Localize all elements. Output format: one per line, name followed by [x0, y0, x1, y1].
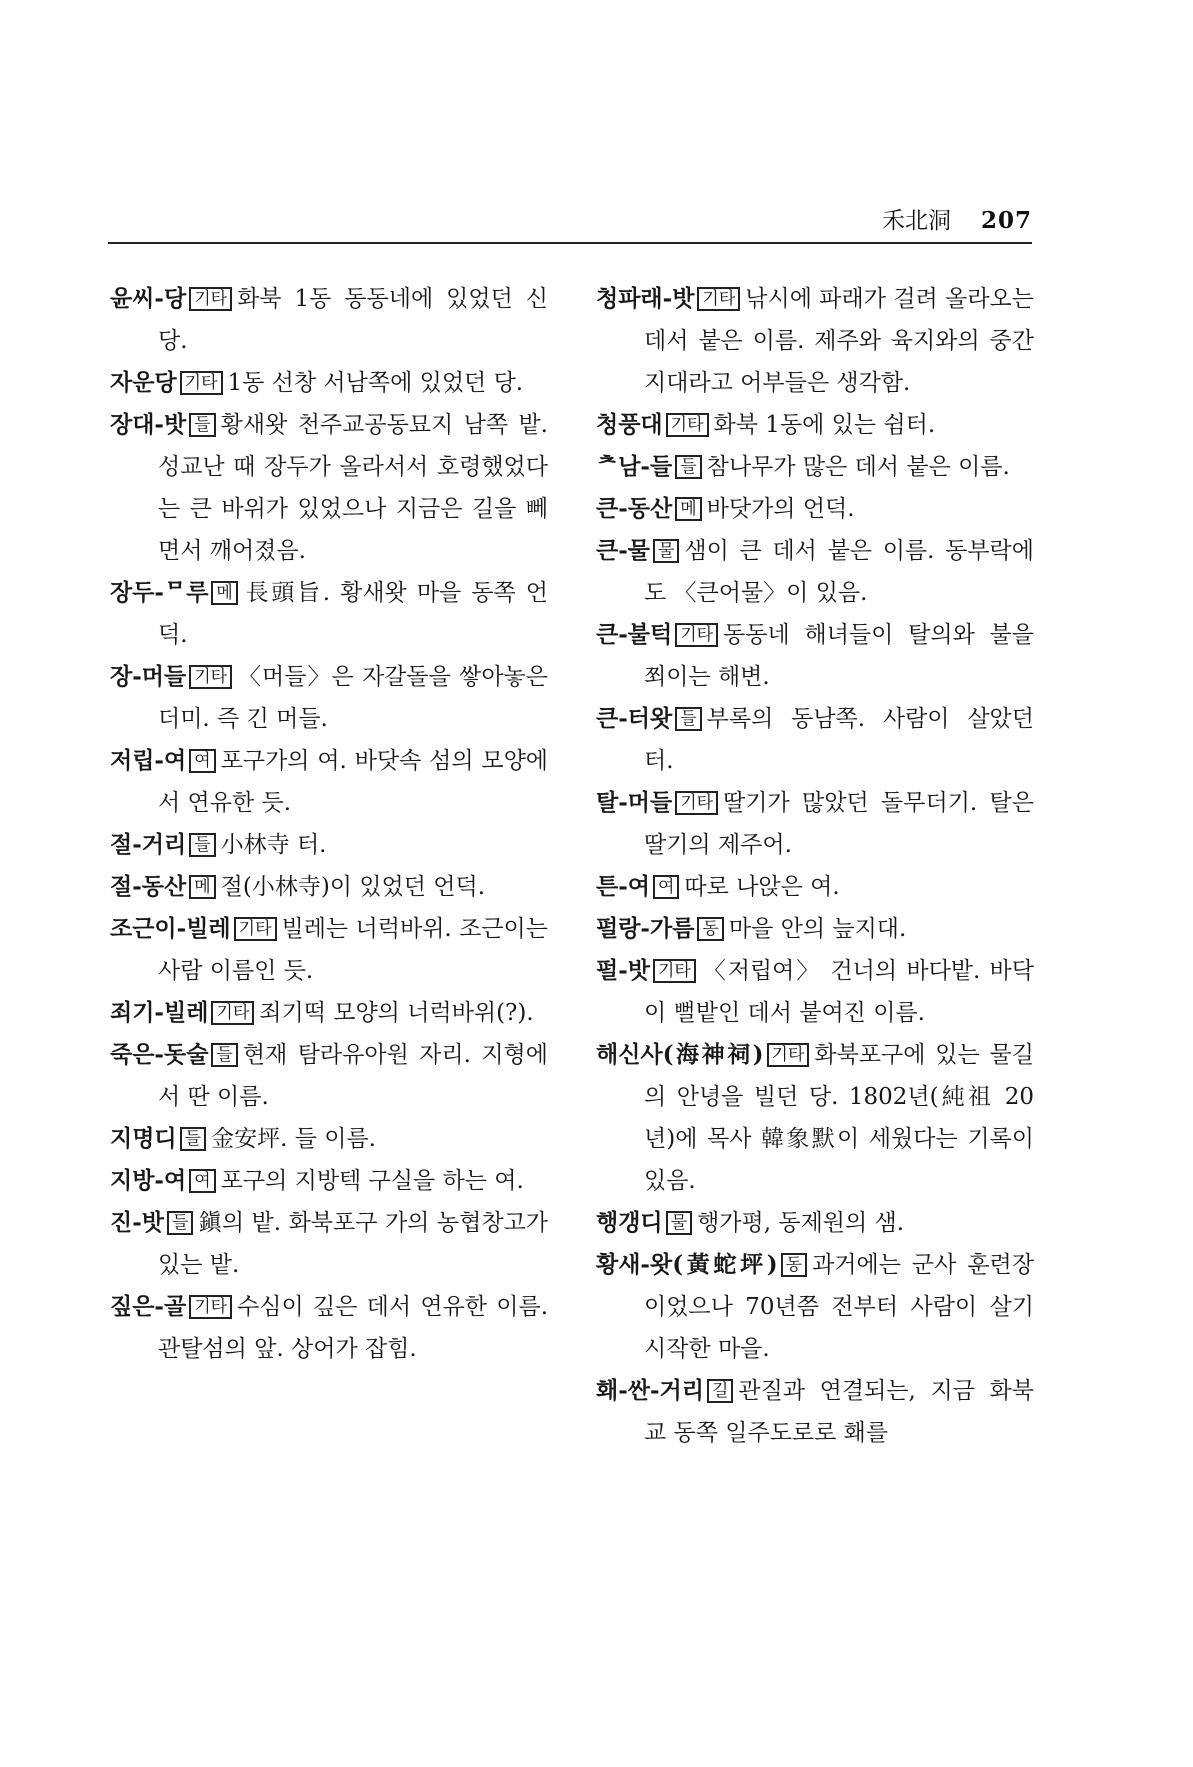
entry-definition: 화북 1동에 있는 쉼터.: [713, 412, 936, 438]
entry-category-badge: 들: [180, 1127, 206, 1151]
entry-headword: 큰-동산: [596, 495, 673, 522]
entry-definition: 바닷가의 언덕.: [706, 496, 855, 522]
entry-category-badge: 기타: [234, 917, 277, 941]
entry-headword: 튼-여: [596, 873, 650, 900]
entry-definition: 鎭의 밭. 화북포구 가의 농협창고가 있는 밭.: [158, 1210, 548, 1278]
entry-headword: 큰-불턱: [596, 621, 673, 648]
dictionary-entry: [596, 404, 1034, 446]
entry-headword: 청파래-밧: [596, 285, 695, 312]
entry-definition: 관질과 연결되는, 지금 화북교 동쪽 일주도로로 홰를: [644, 1378, 1034, 1446]
entry-headword: 큰-물: [596, 537, 650, 564]
entry-definition: 낚시에 파래가 걸려 올라오는 데서 붙은 이름. 제주와 육지와의 중간 지대라고 어부들은 생각함.: [644, 286, 1034, 396]
entry-headword: 펄랑-가름: [596, 915, 695, 942]
entry-category-badge: 기타: [189, 1295, 232, 1319]
dictionary-entry: [110, 1034, 548, 1118]
entry-definition: 황새왓 천주교공동묘지 남쪽 밭. 성교난 때 장두가 올라서서 호령했었다는 큰 바위가 있었으나 지금은 길을 뻬면서 깨어졌음.: [158, 412, 548, 564]
entry-headword: 해신사(海神祠): [596, 1041, 764, 1068]
entry-definition: 따로 나앉은 여.: [684, 874, 840, 900]
entry-category-badge: 들: [675, 455, 701, 479]
entry-category-badge: 여: [189, 1169, 215, 1193]
dictionary-entry: [596, 698, 1034, 782]
entry-headword: 탈-머들: [596, 789, 673, 816]
entry-headword: 지명디: [110, 1125, 177, 1152]
dictionary-entry: [596, 908, 1034, 950]
running-head: [108, 205, 1032, 237]
dictionary-entry: [110, 866, 548, 908]
dictionary-entry: [596, 1202, 1034, 1244]
dictionary-entry: [110, 740, 548, 824]
entry-category-badge: 기타: [189, 287, 232, 311]
entry-headword: 절-거리: [110, 831, 187, 858]
entry-definition: 동동네 해녀들이 탈의와 불을 쬐이는 해변.: [644, 622, 1034, 690]
entry-definition: 포구의 지방텍 구실을 하는 여.: [220, 1168, 524, 1194]
entry-category-badge: 기타: [675, 623, 718, 647]
chapter-title: 禾北洞: [881, 208, 951, 234]
entry-headword: 큰-터왓: [596, 705, 673, 732]
dictionary-entry: [110, 992, 548, 1034]
left-column: [110, 278, 548, 1370]
entry-category-badge: 기타: [189, 665, 232, 689]
entry-headword: 행갱디: [596, 1209, 663, 1236]
entry-category-badge: 기타: [767, 1043, 810, 1067]
entry-headword: 청풍대: [596, 411, 663, 438]
entry-definition: 절(小林寺)이 있었던 언덕.: [220, 874, 486, 900]
entry-definition: 1동 선창 서남쪽에 있었던 당.: [227, 370, 524, 396]
entry-category-badge: 기타: [666, 413, 709, 437]
dictionary-entry: [110, 278, 548, 362]
entry-definition: 마을 안의 늪지대.: [728, 916, 907, 942]
dictionary-entry: [596, 782, 1034, 866]
entry-headword: 펄-밧: [596, 957, 650, 984]
entry-category-badge: 기타: [211, 1001, 254, 1025]
dictionary-entry: [110, 656, 548, 740]
entry-definition: 화북포구에 있는 물길의 안녕을 빌던 당. 1802년(純祖 20년)에 목사 韓象默이 세웠다는 기록이 있음.: [644, 1042, 1035, 1194]
dictionary-entry: [110, 1286, 548, 1370]
entry-category-badge: 메: [211, 581, 237, 605]
entry-headword: 죄기-빌레: [110, 999, 209, 1026]
entry-definition: 죄기떡 모양의 너럭바위(?).: [259, 1000, 534, 1026]
entry-definition: 참나무가 많은 데서 붙은 이름.: [706, 454, 1010, 480]
entry-definition: 〈저립여〉 건너의 바다밭. 바닥이 뻘밭인 데서 붙여진 이름.: [644, 958, 1034, 1026]
entry-category-badge: 들: [189, 413, 215, 437]
entry-headword: 장두-ᄆ루: [110, 579, 209, 606]
entry-headword: 윤씨-당: [110, 285, 187, 312]
dictionary-entry: [596, 530, 1034, 614]
entry-category-badge: 여: [189, 749, 215, 773]
dictionary-entry: [110, 362, 548, 404]
entry-definition: 金安坪. 들 이름.: [211, 1126, 376, 1152]
entry-category-badge: 길: [707, 1379, 733, 1403]
entry-category-badge: 동: [781, 1253, 807, 1277]
entry-definition: 〈머들〉은 자갈돌을 쌓아놓은 더미. 즉 긴 머들.: [158, 664, 548, 732]
entry-category-badge: 들: [211, 1043, 237, 1067]
entry-definition: 현재 탐라유아원 자리. 지형에서 딴 이름.: [158, 1042, 548, 1110]
right-column: [596, 278, 1034, 1454]
entry-definition: 샘이 큰 데서 붙은 이름. 동부락에도 〈큰어물〉이 있음.: [644, 538, 1034, 606]
entry-category-badge: 메: [675, 497, 701, 521]
header-rule: [108, 242, 1032, 244]
entry-category-badge: 들: [189, 833, 215, 857]
dictionary-entry: [110, 908, 548, 992]
entry-category-badge: 동: [697, 917, 723, 941]
entry-definition: 포구가의 여. 바닷속 섬의 모양에서 연유한 듯.: [158, 748, 548, 816]
dictionary-entry: [110, 1202, 548, 1286]
entry-category-badge: 기타: [697, 287, 740, 311]
entry-definition: 수심이 깊은 데서 연유한 이름. 관탈섬의 앞. 상어가 잡힘.: [158, 1294, 548, 1362]
entry-category-badge: 기타: [653, 959, 696, 983]
entry-definition: 빌레는 너럭바위. 조근이는 사람 이름인 듯.: [158, 916, 548, 984]
dictionary-entry: [596, 1244, 1034, 1370]
entry-headword: 자운당: [110, 369, 177, 396]
entry-category-badge: 기타: [180, 371, 223, 395]
entry-headword: 황새-왓(黃蛇坪): [596, 1251, 778, 1278]
dictionary-entry: [110, 1118, 548, 1160]
entry-definition: 행가평, 동제원의 샘.: [697, 1210, 905, 1236]
dictionary-entry: [110, 824, 548, 866]
dictionary-entry: [596, 866, 1034, 908]
entry-headword: 절-동산: [110, 873, 187, 900]
entry-category-badge: 여: [653, 875, 679, 899]
dictionary-entry: [596, 488, 1034, 530]
entry-headword: 홰-싼-거리: [596, 1377, 704, 1404]
page-number: 207: [980, 207, 1032, 234]
entry-definition: 딸기가 많았던 돌무더기. 탈은 딸기의 제주어.: [644, 790, 1034, 858]
entry-definition: 小林寺 터.: [220, 832, 327, 858]
dictionary-entry: [596, 278, 1034, 404]
entry-definition: 長頭旨. 황새왓 마을 동쪽 언덕.: [158, 580, 548, 648]
entry-headword: 장-머들: [110, 663, 187, 690]
entry-category-badge: 들: [167, 1211, 193, 1235]
dictionary-entry: [596, 1034, 1034, 1202]
entry-headword: ᄎ남-들: [596, 453, 673, 480]
entry-headword: 짚은-골: [110, 1293, 187, 1320]
dictionary-entry: [596, 1370, 1034, 1454]
dictionary-entry: [110, 1160, 548, 1202]
entry-category-badge: 들: [675, 707, 701, 731]
dictionary-entry: [596, 950, 1034, 1034]
entry-category-badge: 기타: [675, 791, 718, 815]
dictionary-entry: [596, 614, 1034, 698]
entry-headword: 장대-밧: [110, 411, 187, 438]
entry-definition: 부록의 동남쪽. 사람이 살았던 터.: [644, 706, 1034, 774]
entry-headword: 조근이-빌레: [110, 915, 231, 942]
entry-headword: 진-밧: [110, 1209, 164, 1236]
entry-headword: 죽은-돗술: [110, 1041, 209, 1068]
entry-headword: 지방-여: [110, 1167, 187, 1194]
entry-definition: 과거에는 군사 훈련장이었으나 70년쯤 전부터 사람이 살기 시작한 마을.: [644, 1252, 1034, 1362]
dictionary-entry: [110, 572, 548, 656]
entry-category-badge: 물: [653, 539, 679, 563]
dictionary-entry: [596, 446, 1034, 488]
entry-definition: 화북 1동 동동네에 있었던 신당.: [158, 286, 548, 354]
entry-category-badge: 물: [666, 1211, 692, 1235]
entry-category-badge: 메: [189, 875, 215, 899]
entry-headword: 저립-여: [110, 747, 187, 774]
dictionary-entry: [110, 404, 548, 572]
